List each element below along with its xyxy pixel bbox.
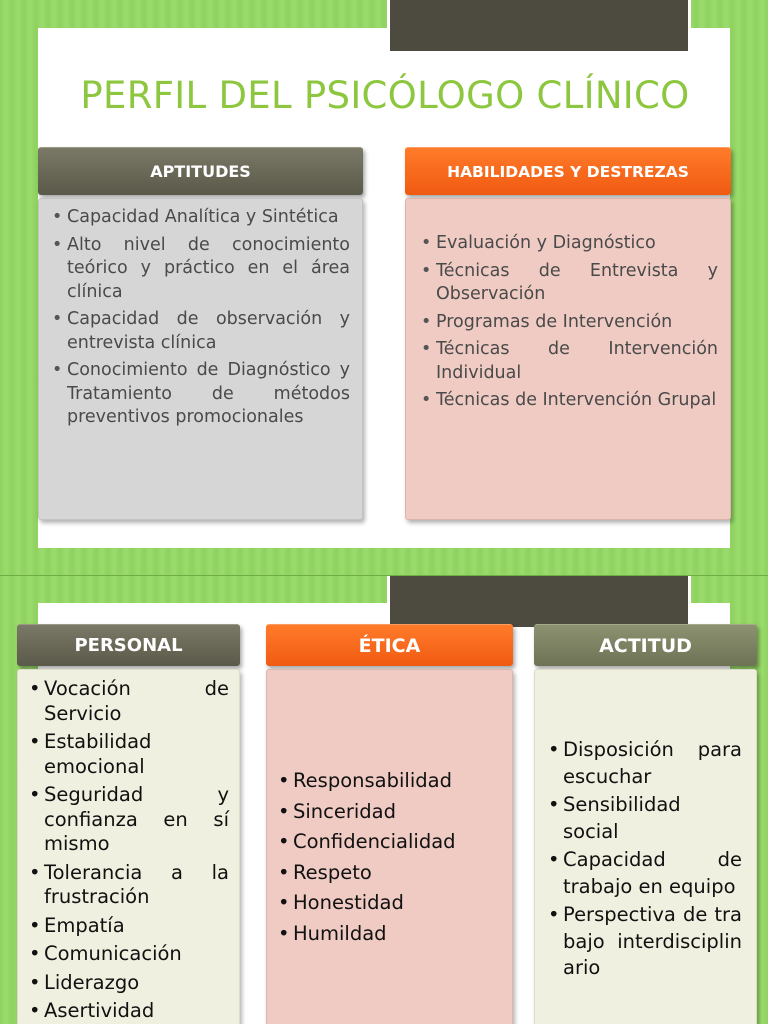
page-title: PERFIL DEL PSICÓLOGO CLÍNICO: [80, 74, 690, 117]
personal-list: [26, 677, 229, 1024]
list-item: • Perspectiva de trabajo interdisciplinario: [545, 902, 742, 982]
slide-caracteristicas: [0, 576, 768, 1024]
aptitudes-header: [38, 147, 363, 195]
aptitudes-box: [38, 198, 363, 520]
etica-list: [275, 766, 504, 949]
list-item: • Alto nivel de conocimiento teórico y práctico en el área clínica: [49, 234, 350, 305]
actitud-header: [534, 624, 757, 666]
list-item: • Confidencialidad: [275, 827, 504, 858]
list-item: • Técnicas de Intervención Individual: [418, 338, 718, 385]
habilidades-header: [405, 147, 731, 195]
list-item: • Capacidad de observación y entrevista clínica: [49, 308, 350, 355]
list-item: • Programas de Intervención: [418, 311, 718, 335]
list-item: • Respeto: [275, 858, 504, 889]
list-item: • Liderazgo: [26, 971, 229, 996]
list-item: • Empatía: [26, 914, 229, 939]
list-item: • Sensibilidad social: [545, 792, 742, 845]
actitud-box: [534, 669, 757, 1024]
personal-heading: PERSONAL: [74, 635, 183, 656]
aptitudes-list: [49, 206, 350, 430]
aptitudes-heading: APTITUDES: [150, 162, 251, 181]
title-decoration-block: [387, 576, 691, 630]
list-item: • Técnicas de Intervención Grupal: [418, 389, 718, 413]
list-item: • Comunicación: [26, 942, 229, 967]
list-item: • Tolerancia a la frustración: [26, 861, 229, 910]
habilidades-heading: HABILIDADES Y DESTREZAS: [447, 162, 689, 181]
habilidades-box: [405, 198, 731, 520]
list-item: • Asertividad: [26, 999, 229, 1024]
list-item: • Capacidad de trabajo en equipo: [545, 847, 742, 900]
list-item: • Evaluación y Diagnóstico: [418, 232, 718, 256]
list-item: • Conocimiento de Diagnóstico y Tratamiento de métodos preventivos promocionales: [49, 359, 350, 430]
list-item: • Estabilidad emocional: [26, 730, 229, 779]
list-item: • Responsabilidad: [275, 766, 504, 797]
list-item: • Técnicas de Entrevista y Observación: [418, 260, 718, 307]
list-item: • Vocación de Servicio: [26, 677, 229, 726]
etica-heading: ÉTICA: [358, 634, 421, 657]
personal-header: [17, 624, 240, 666]
list-item: • Humildad: [275, 919, 504, 950]
actitud-list: [545, 737, 742, 982]
etica-box: [266, 669, 513, 1024]
habilidades-list: [418, 232, 718, 413]
list-item: • Capacidad Analítica y Sintética: [49, 206, 350, 230]
list-item: • Honestidad: [275, 888, 504, 919]
title-decoration-block: [387, 0, 691, 54]
personal-box: [17, 669, 240, 1024]
etica-header: [266, 624, 513, 666]
list-item: • Sinceridad: [275, 797, 504, 828]
list-item: • Disposición para escuchar: [545, 737, 742, 790]
actitud-heading: ACTITUD: [599, 634, 692, 657]
list-item: • Seguridad y confianza en sí mismo: [26, 783, 229, 857]
